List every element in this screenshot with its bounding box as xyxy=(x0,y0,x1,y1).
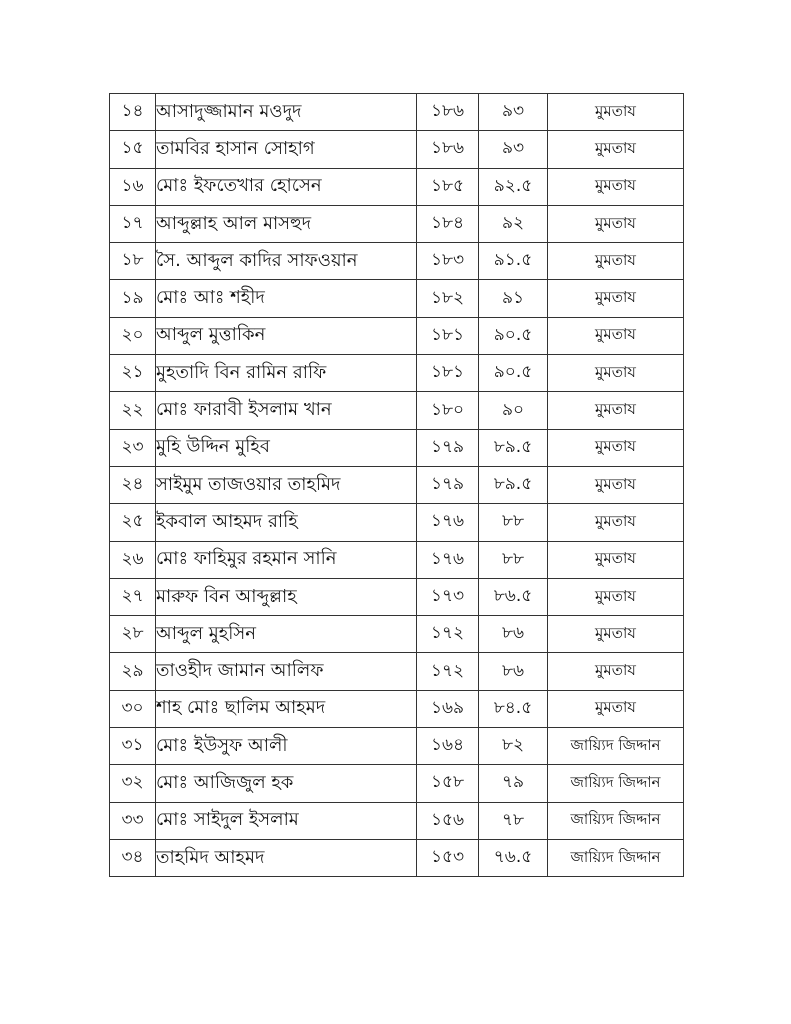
grade-cell: মুমতায xyxy=(548,429,684,466)
grade-cell: মুমতায xyxy=(548,280,684,317)
serial-cell: ১৮ xyxy=(110,243,156,280)
total-mark-cell: ১৭৯ xyxy=(417,466,479,503)
table-row xyxy=(110,616,684,653)
total-mark-cell: ১৮৬ xyxy=(417,94,479,131)
table-row xyxy=(110,466,684,503)
student-name-cell: মোঃ ফাহিমুর রহমান সানি xyxy=(156,541,417,578)
total-mark-cell: ১৮১ xyxy=(417,355,479,392)
results-table-body xyxy=(110,94,684,877)
table-row xyxy=(110,839,684,876)
total-mark-cell: ১৭৬ xyxy=(417,541,479,578)
percent-cell: ৯০ xyxy=(479,392,548,429)
serial-cell: ২৮ xyxy=(110,616,156,653)
table-row xyxy=(110,728,684,765)
total-mark-cell: ১৫৮ xyxy=(417,765,479,802)
serial-cell: ২২ xyxy=(110,392,156,429)
percent-cell: ৮৪.৫ xyxy=(479,690,548,727)
grade-cell: মুমতায xyxy=(548,653,684,690)
total-mark-cell: ১৫৩ xyxy=(417,839,479,876)
student-name-cell: আসাদুজ্জামান মওদুদ xyxy=(156,94,417,131)
table-row xyxy=(110,802,684,839)
student-name-cell: সৈ. আব্দুল কাদির সাফওয়ান xyxy=(156,243,417,280)
table-row xyxy=(110,205,684,242)
table-row xyxy=(110,317,684,354)
grade-cell: মুমতায xyxy=(548,131,684,168)
total-mark-cell: ১৮০ xyxy=(417,392,479,429)
serial-cell: ২৬ xyxy=(110,541,156,578)
grade-cell: মুমতায xyxy=(548,541,684,578)
percent-cell: ৭৯ xyxy=(479,765,548,802)
percent-cell: ৭৮ xyxy=(479,802,548,839)
grade-cell: মুমতায xyxy=(548,317,684,354)
total-mark-cell: ১৭২ xyxy=(417,616,479,653)
serial-cell: ৩২ xyxy=(110,765,156,802)
percent-cell: ৯০.৫ xyxy=(479,355,548,392)
grade-cell: মুমতায xyxy=(548,168,684,205)
percent-cell: ৭৬.৫ xyxy=(479,839,548,876)
total-mark-cell: ১৭৬ xyxy=(417,504,479,541)
grade-cell: মুমতায xyxy=(548,392,684,429)
table-row xyxy=(110,168,684,205)
percent-cell: ৯৩ xyxy=(479,131,548,168)
percent-cell: ৮৮ xyxy=(479,504,548,541)
student-name-cell: ইকবাল আহমদ রাহি xyxy=(156,504,417,541)
results-table xyxy=(109,93,684,877)
table-row xyxy=(110,243,684,280)
total-mark-cell: ১৮৪ xyxy=(417,205,479,242)
student-name-cell: সাইমুম তাজওয়ার তাহমিদ xyxy=(156,466,417,503)
grade-cell: মুমতায xyxy=(548,578,684,615)
table-row xyxy=(110,504,684,541)
percent-cell: ৯১.৫ xyxy=(479,243,548,280)
total-mark-cell: ১৮৫ xyxy=(417,168,479,205)
student-name-cell: মোঃ আঃ শহীদ xyxy=(156,280,417,317)
grade-cell: মুমতায xyxy=(548,690,684,727)
serial-cell: ৩১ xyxy=(110,728,156,765)
grade-cell: মুমতায xyxy=(548,355,684,392)
percent-cell: ৮৯.৫ xyxy=(479,466,548,503)
total-mark-cell: ১৮১ xyxy=(417,317,479,354)
percent-cell: ৮৮ xyxy=(479,541,548,578)
total-mark-cell: ১৭২ xyxy=(417,653,479,690)
serial-cell: ২৪ xyxy=(110,466,156,503)
percent-cell: ৯২.৫ xyxy=(479,168,548,205)
percent-cell: ৯৩ xyxy=(479,94,548,131)
percent-cell: ৮৯.৫ xyxy=(479,429,548,466)
student-name-cell: তাওহীদ জামান আলিফ xyxy=(156,653,417,690)
student-name-cell: মোঃ ইউসুফ আলী xyxy=(156,728,417,765)
serial-cell: ৩০ xyxy=(110,690,156,727)
table-row xyxy=(110,355,684,392)
percent-cell: ৮৬ xyxy=(479,653,548,690)
student-name-cell: মোঃ ফারাবী ইসলাম খান xyxy=(156,392,417,429)
student-name-cell: মোঃ আজিজুল হক xyxy=(156,765,417,802)
serial-cell: ২৭ xyxy=(110,578,156,615)
grade-cell: মুমতায xyxy=(548,94,684,131)
student-name-cell: মুহতাদি বিন রামিন রাফি xyxy=(156,355,417,392)
percent-cell: ৮৬ xyxy=(479,616,548,653)
serial-cell: ২০ xyxy=(110,317,156,354)
table-row xyxy=(110,280,684,317)
serial-cell: ১৫ xyxy=(110,131,156,168)
table-row xyxy=(110,541,684,578)
table-row xyxy=(110,653,684,690)
percent-cell: ৯২ xyxy=(479,205,548,242)
total-mark-cell: ১৫৬ xyxy=(417,802,479,839)
total-mark-cell: ১৬৯ xyxy=(417,690,479,727)
student-name-cell: মোঃ সাইদুল ইসলাম xyxy=(156,802,417,839)
percent-cell: ৮২ xyxy=(479,728,548,765)
grade-cell: মুমতায xyxy=(548,616,684,653)
table-row xyxy=(110,392,684,429)
serial-cell: ২৫ xyxy=(110,504,156,541)
serial-cell: ১৬ xyxy=(110,168,156,205)
student-name-cell: শাহ মোঃ ছালিম আহমদ xyxy=(156,690,417,727)
student-name-cell: মোঃ ইফতেখার হোসেন xyxy=(156,168,417,205)
serial-cell: ১৯ xyxy=(110,280,156,317)
total-mark-cell: ১৮৬ xyxy=(417,131,479,168)
serial-cell: ২৩ xyxy=(110,429,156,466)
total-mark-cell: ১৬৪ xyxy=(417,728,479,765)
student-name-cell: তাহমিদ আহমদ xyxy=(156,839,417,876)
student-name-cell: মারুফ বিন আব্দুল্লাহ xyxy=(156,578,417,615)
serial-cell: ৩৪ xyxy=(110,839,156,876)
total-mark-cell: ১৭৯ xyxy=(417,429,479,466)
percent-cell: ৮৬.৫ xyxy=(479,578,548,615)
grade-cell: মুমতায xyxy=(548,243,684,280)
total-mark-cell: ১৭৩ xyxy=(417,578,479,615)
student-name-cell: তামবির হাসান সোহাগ xyxy=(156,131,417,168)
student-name-cell: আব্দুল মুত্তাকিন xyxy=(156,317,417,354)
serial-cell: ১৪ xyxy=(110,94,156,131)
student-name-cell: আব্দুল মুহসিন xyxy=(156,616,417,653)
table-row xyxy=(110,131,684,168)
grade-cell: জায়্যিদ জিদ্দান xyxy=(548,839,684,876)
table-row xyxy=(110,429,684,466)
serial-cell: ১৭ xyxy=(110,205,156,242)
total-mark-cell: ১৮২ xyxy=(417,280,479,317)
grade-cell: জায়্যিদ জিদ্দান xyxy=(548,728,684,765)
total-mark-cell: ১৮৩ xyxy=(417,243,479,280)
percent-cell: ৯১ xyxy=(479,280,548,317)
student-name-cell: আব্দুল্লাহ আল মাসহুদ xyxy=(156,205,417,242)
serial-cell: ৩৩ xyxy=(110,802,156,839)
table-row xyxy=(110,94,684,131)
table-row xyxy=(110,690,684,727)
grade-cell: মুমতায xyxy=(548,466,684,503)
grade-cell: মুমতায xyxy=(548,205,684,242)
grade-cell: জায়্যিদ জিদ্দান xyxy=(548,765,684,802)
table-row xyxy=(110,765,684,802)
student-name-cell: মুহি উদ্দিন মুহিব xyxy=(156,429,417,466)
serial-cell: ২৯ xyxy=(110,653,156,690)
grade-cell: মুমতায xyxy=(548,504,684,541)
grade-cell: জায়্যিদ জিদ্দান xyxy=(548,802,684,839)
table-row xyxy=(110,578,684,615)
serial-cell: ২১ xyxy=(110,355,156,392)
percent-cell: ৯০.৫ xyxy=(479,317,548,354)
